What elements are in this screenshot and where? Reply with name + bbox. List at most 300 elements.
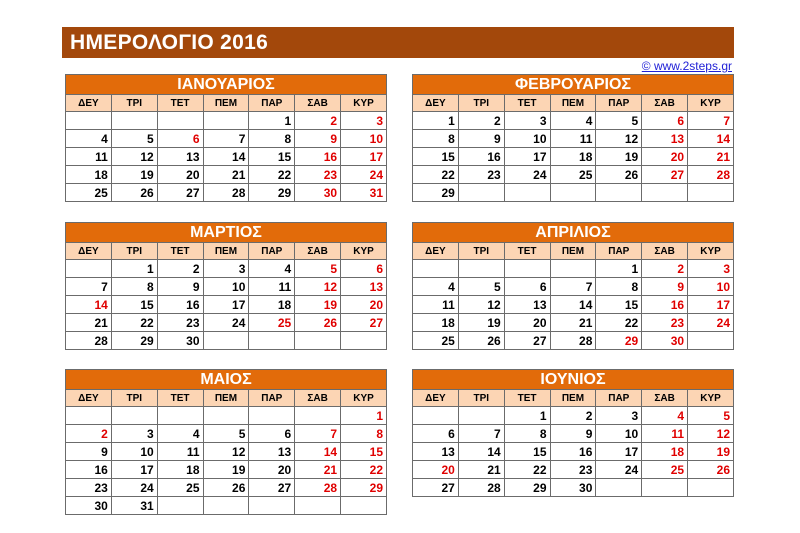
- month-name: ΦΕΒΡΟΥΑΡΙΟΣ: [413, 75, 734, 95]
- day-cell: 6: [249, 425, 295, 443]
- day-cell: [688, 332, 734, 350]
- day-cell: [504, 184, 550, 202]
- day-cell: 27: [504, 332, 550, 350]
- day-cell: 16: [458, 148, 504, 166]
- week-row: [66, 184, 387, 202]
- site-link[interactable]: © www.2steps.gr: [641, 59, 732, 73]
- day-cell: 10: [111, 443, 157, 461]
- weekday-header: ΣΑΒ: [642, 243, 688, 260]
- day-cell: 28: [688, 166, 734, 184]
- page-title: ΗΜΕΡΟΛΟΓΙΟ 2016: [62, 27, 734, 58]
- weekday-header: ΔΕΥ: [66, 243, 112, 260]
- day-cell: 22: [596, 314, 642, 332]
- weekday-header: ΤΕΤ: [504, 390, 550, 407]
- day-cell: [295, 407, 341, 425]
- weekday-header: ΚΥΡ: [688, 390, 734, 407]
- day-cell: 17: [596, 443, 642, 461]
- day-cell: 12: [111, 148, 157, 166]
- day-cell: 22: [341, 461, 387, 479]
- day-cell: 1: [413, 112, 459, 130]
- day-cell: 8: [596, 278, 642, 296]
- day-cell: 30: [157, 332, 203, 350]
- week-row: [413, 443, 734, 461]
- day-cell: 3: [203, 260, 249, 278]
- day-cell: 25: [413, 332, 459, 350]
- day-cell: 21: [688, 148, 734, 166]
- week-row: [66, 407, 387, 425]
- day-cell: [596, 184, 642, 202]
- day-cell: 15: [249, 148, 295, 166]
- weekday-header: ΤΡΙ: [111, 95, 157, 112]
- weekday-header: ΚΥΡ: [341, 390, 387, 407]
- weekday-header: ΤΡΙ: [458, 390, 504, 407]
- day-cell: 29: [111, 332, 157, 350]
- day-cell: 9: [295, 130, 341, 148]
- day-cell: 13: [642, 130, 688, 148]
- day-cell: 19: [111, 166, 157, 184]
- day-cell: 1: [111, 260, 157, 278]
- week-row: [413, 166, 734, 184]
- month-table: [65, 74, 387, 202]
- day-cell: [66, 112, 112, 130]
- day-cell: [203, 332, 249, 350]
- day-cell: 20: [157, 166, 203, 184]
- day-cell: [458, 184, 504, 202]
- day-cell: 27: [341, 314, 387, 332]
- day-cell: 21: [295, 461, 341, 479]
- day-cell: 23: [66, 479, 112, 497]
- day-cell: 15: [413, 148, 459, 166]
- day-cell: 5: [458, 278, 504, 296]
- weekday-header: ΚΥΡ: [688, 95, 734, 112]
- day-cell: 8: [504, 425, 550, 443]
- day-cell: 27: [413, 479, 459, 497]
- week-row: [413, 332, 734, 350]
- day-cell: 10: [504, 130, 550, 148]
- day-cell: 31: [341, 184, 387, 202]
- week-row: [413, 184, 734, 202]
- day-cell: 22: [111, 314, 157, 332]
- day-cell: 17: [504, 148, 550, 166]
- day-cell: 16: [550, 443, 596, 461]
- weekday-header: ΠΑΡ: [596, 243, 642, 260]
- day-cell: [203, 407, 249, 425]
- day-cell: [111, 112, 157, 130]
- day-cell: 12: [203, 443, 249, 461]
- day-cell: 21: [203, 166, 249, 184]
- day-cell: 5: [111, 130, 157, 148]
- day-cell: 20: [249, 461, 295, 479]
- day-cell: 8: [413, 130, 459, 148]
- day-cell: 31: [111, 497, 157, 515]
- day-cell: 19: [203, 461, 249, 479]
- day-cell: 23: [642, 314, 688, 332]
- weekday-header: ΠΑΡ: [596, 390, 642, 407]
- day-cell: [550, 260, 596, 278]
- week-row: [66, 314, 387, 332]
- day-cell: 24: [596, 461, 642, 479]
- day-cell: 13: [413, 443, 459, 461]
- day-cell: 24: [203, 314, 249, 332]
- day-cell: [157, 407, 203, 425]
- day-cell: 27: [157, 184, 203, 202]
- day-cell: [111, 407, 157, 425]
- day-cell: 13: [341, 278, 387, 296]
- day-cell: 30: [550, 479, 596, 497]
- day-cell: 19: [458, 314, 504, 332]
- day-cell: 26: [295, 314, 341, 332]
- day-cell: 29: [249, 184, 295, 202]
- day-cell: 5: [688, 407, 734, 425]
- day-cell: 15: [504, 443, 550, 461]
- day-cell: 2: [458, 112, 504, 130]
- day-cell: [550, 184, 596, 202]
- day-cell: 11: [249, 278, 295, 296]
- day-cell: 23: [458, 166, 504, 184]
- day-cell: [157, 112, 203, 130]
- week-row: [66, 260, 387, 278]
- day-cell: 25: [157, 479, 203, 497]
- day-cell: 26: [458, 332, 504, 350]
- weekday-header: ΤΡΙ: [458, 243, 504, 260]
- day-cell: [295, 332, 341, 350]
- month-name: ΙΑΝΟΥΑΡΙΟΣ: [66, 75, 387, 95]
- day-cell: 11: [642, 425, 688, 443]
- day-cell: 24: [341, 166, 387, 184]
- day-cell: 2: [295, 112, 341, 130]
- day-cell: 6: [341, 260, 387, 278]
- day-cell: 11: [550, 130, 596, 148]
- weekday-header: ΤΕΤ: [157, 95, 203, 112]
- week-row: [413, 479, 734, 497]
- week-row: [413, 130, 734, 148]
- day-cell: [413, 260, 459, 278]
- day-cell: 28: [458, 479, 504, 497]
- day-cell: 26: [596, 166, 642, 184]
- day-cell: 30: [295, 184, 341, 202]
- weekday-header: ΚΥΡ: [341, 95, 387, 112]
- day-cell: 2: [66, 425, 112, 443]
- day-cell: 10: [203, 278, 249, 296]
- weekday-header: ΠΑΡ: [249, 95, 295, 112]
- day-cell: 24: [688, 314, 734, 332]
- day-cell: [249, 332, 295, 350]
- day-cell: 14: [688, 130, 734, 148]
- weekday-header: ΤΡΙ: [111, 390, 157, 407]
- day-cell: [249, 497, 295, 515]
- week-row: [66, 296, 387, 314]
- weekday-header: ΔΕΥ: [66, 95, 112, 112]
- day-cell: 23: [295, 166, 341, 184]
- day-cell: 22: [504, 461, 550, 479]
- day-cell: 16: [66, 461, 112, 479]
- day-cell: 13: [249, 443, 295, 461]
- week-row: [66, 425, 387, 443]
- day-cell: 4: [249, 260, 295, 278]
- day-cell: 4: [157, 425, 203, 443]
- day-cell: 26: [688, 461, 734, 479]
- day-cell: 19: [688, 443, 734, 461]
- week-row: [413, 296, 734, 314]
- day-cell: 20: [504, 314, 550, 332]
- week-row: [66, 148, 387, 166]
- week-row: [66, 443, 387, 461]
- day-cell: 19: [295, 296, 341, 314]
- day-cell: 18: [413, 314, 459, 332]
- day-cell: 14: [295, 443, 341, 461]
- day-cell: 12: [295, 278, 341, 296]
- day-cell: [596, 479, 642, 497]
- day-cell: 17: [111, 461, 157, 479]
- day-cell: 29: [504, 479, 550, 497]
- day-cell: 8: [111, 278, 157, 296]
- day-cell: 4: [642, 407, 688, 425]
- day-cell: 6: [413, 425, 459, 443]
- weekday-header: ΣΑΒ: [642, 95, 688, 112]
- weekday-header: ΠΕΜ: [203, 390, 249, 407]
- day-cell: [66, 407, 112, 425]
- day-cell: [203, 497, 249, 515]
- day-cell: 3: [596, 407, 642, 425]
- day-cell: 26: [203, 479, 249, 497]
- day-cell: 29: [341, 479, 387, 497]
- month-name: ΙΟΥΝΙΟΣ: [413, 370, 734, 390]
- week-row: [413, 461, 734, 479]
- day-cell: 5: [295, 260, 341, 278]
- day-cell: 10: [688, 278, 734, 296]
- day-cell: 18: [66, 166, 112, 184]
- day-cell: 27: [249, 479, 295, 497]
- day-cell: 13: [504, 296, 550, 314]
- day-cell: 14: [203, 148, 249, 166]
- day-cell: 11: [413, 296, 459, 314]
- weekday-header: ΠΑΡ: [249, 390, 295, 407]
- weekday-header: ΔΕΥ: [413, 390, 459, 407]
- day-cell: 16: [157, 296, 203, 314]
- day-cell: 29: [413, 184, 459, 202]
- weekday-header: ΠΕΜ: [550, 95, 596, 112]
- day-cell: 1: [249, 112, 295, 130]
- month-table: [65, 369, 387, 515]
- day-cell: 14: [66, 296, 112, 314]
- day-cell: [504, 260, 550, 278]
- day-cell: 30: [642, 332, 688, 350]
- day-cell: [203, 112, 249, 130]
- day-cell: 1: [341, 407, 387, 425]
- month-table: [412, 369, 734, 497]
- day-cell: 7: [458, 425, 504, 443]
- day-cell: 12: [458, 296, 504, 314]
- day-cell: 20: [341, 296, 387, 314]
- week-row: [413, 260, 734, 278]
- day-cell: [295, 497, 341, 515]
- day-cell: [413, 407, 459, 425]
- day-cell: [66, 260, 112, 278]
- day-cell: 25: [249, 314, 295, 332]
- day-cell: 22: [249, 166, 295, 184]
- day-cell: 7: [203, 130, 249, 148]
- week-row: [66, 332, 387, 350]
- day-cell: [688, 479, 734, 497]
- day-cell: 18: [157, 461, 203, 479]
- weekday-header: ΣΑΒ: [642, 390, 688, 407]
- day-cell: [458, 260, 504, 278]
- day-cell: 6: [157, 130, 203, 148]
- week-row: [413, 112, 734, 130]
- day-cell: 28: [295, 479, 341, 497]
- day-cell: 16: [642, 296, 688, 314]
- day-cell: 24: [504, 166, 550, 184]
- day-cell: 4: [550, 112, 596, 130]
- day-cell: 17: [688, 296, 734, 314]
- month-table: [65, 222, 387, 350]
- weekday-header: ΠΕΜ: [550, 243, 596, 260]
- weekday-header: ΤΡΙ: [458, 95, 504, 112]
- day-cell: 7: [66, 278, 112, 296]
- day-cell: 18: [249, 296, 295, 314]
- weekday-header: ΚΥΡ: [688, 243, 734, 260]
- day-cell: [157, 497, 203, 515]
- day-cell: 25: [550, 166, 596, 184]
- month-name: ΜΑΙΟΣ: [66, 370, 387, 390]
- day-cell: 21: [550, 314, 596, 332]
- day-cell: 26: [111, 184, 157, 202]
- day-cell: 1: [504, 407, 550, 425]
- day-cell: 18: [550, 148, 596, 166]
- day-cell: 1: [596, 260, 642, 278]
- weekday-header: ΠΑΡ: [249, 243, 295, 260]
- day-cell: 15: [111, 296, 157, 314]
- day-cell: 21: [66, 314, 112, 332]
- day-cell: 15: [596, 296, 642, 314]
- weekday-header: ΠΕΜ: [203, 243, 249, 260]
- day-cell: 16: [295, 148, 341, 166]
- day-cell: 12: [596, 130, 642, 148]
- weekday-header: ΣΑΒ: [295, 243, 341, 260]
- day-cell: 2: [157, 260, 203, 278]
- month-table: [412, 222, 734, 350]
- week-row: [413, 148, 734, 166]
- day-cell: 13: [157, 148, 203, 166]
- day-cell: [341, 497, 387, 515]
- day-cell: 10: [596, 425, 642, 443]
- day-cell: [688, 184, 734, 202]
- day-cell: 15: [341, 443, 387, 461]
- day-cell: 21: [458, 461, 504, 479]
- day-cell: 17: [203, 296, 249, 314]
- week-row: [66, 278, 387, 296]
- day-cell: 3: [111, 425, 157, 443]
- day-cell: 3: [341, 112, 387, 130]
- day-cell: 9: [157, 278, 203, 296]
- day-cell: 27: [642, 166, 688, 184]
- day-cell: 9: [66, 443, 112, 461]
- day-cell: 9: [642, 278, 688, 296]
- week-row: [413, 314, 734, 332]
- day-cell: 4: [66, 130, 112, 148]
- week-row: [413, 425, 734, 443]
- weekday-header: ΣΑΒ: [295, 390, 341, 407]
- day-cell: 3: [688, 260, 734, 278]
- day-cell: 14: [550, 296, 596, 314]
- weekday-header: ΤΡΙ: [111, 243, 157, 260]
- day-cell: [249, 407, 295, 425]
- day-cell: 18: [642, 443, 688, 461]
- week-row: [66, 479, 387, 497]
- weekday-header: ΔΕΥ: [413, 95, 459, 112]
- day-cell: 5: [596, 112, 642, 130]
- day-cell: 14: [458, 443, 504, 461]
- weekday-header: ΤΕΤ: [504, 243, 550, 260]
- weekday-header: ΔΕΥ: [66, 390, 112, 407]
- day-cell: 4: [413, 278, 459, 296]
- day-cell: 7: [295, 425, 341, 443]
- day-cell: 28: [550, 332, 596, 350]
- day-cell: [458, 407, 504, 425]
- day-cell: 2: [550, 407, 596, 425]
- day-cell: [642, 479, 688, 497]
- day-cell: 28: [203, 184, 249, 202]
- week-row: [66, 130, 387, 148]
- day-cell: 20: [642, 148, 688, 166]
- month-name: ΜΑΡΤΙΟΣ: [66, 223, 387, 243]
- week-row: [66, 166, 387, 184]
- day-cell: 7: [550, 278, 596, 296]
- day-cell: 8: [249, 130, 295, 148]
- week-row: [66, 112, 387, 130]
- day-cell: 6: [642, 112, 688, 130]
- weekday-header: ΣΑΒ: [295, 95, 341, 112]
- day-cell: 6: [504, 278, 550, 296]
- weekday-header: ΤΕΤ: [157, 243, 203, 260]
- day-cell: 17: [341, 148, 387, 166]
- day-cell: [341, 332, 387, 350]
- month-table: [412, 74, 734, 202]
- day-cell: 8: [341, 425, 387, 443]
- day-cell: 25: [66, 184, 112, 202]
- day-cell: 19: [596, 148, 642, 166]
- day-cell: 2: [642, 260, 688, 278]
- day-cell: 29: [596, 332, 642, 350]
- day-cell: 23: [157, 314, 203, 332]
- day-cell: 24: [111, 479, 157, 497]
- day-cell: 20: [413, 461, 459, 479]
- day-cell: 11: [66, 148, 112, 166]
- day-cell: 25: [642, 461, 688, 479]
- day-cell: 5: [203, 425, 249, 443]
- weekday-header: ΠΕΜ: [550, 390, 596, 407]
- week-row: [413, 278, 734, 296]
- day-cell: 9: [550, 425, 596, 443]
- day-cell: [642, 184, 688, 202]
- day-cell: 28: [66, 332, 112, 350]
- day-cell: 7: [688, 112, 734, 130]
- week-row: [66, 461, 387, 479]
- weekday-header: ΤΕΤ: [157, 390, 203, 407]
- weekday-header: ΚΥΡ: [341, 243, 387, 260]
- day-cell: 3: [504, 112, 550, 130]
- week-row: [413, 407, 734, 425]
- day-cell: 30: [66, 497, 112, 515]
- day-cell: 10: [341, 130, 387, 148]
- weekday-header: ΠΑΡ: [596, 95, 642, 112]
- weekday-header: ΤΕΤ: [504, 95, 550, 112]
- day-cell: 11: [157, 443, 203, 461]
- weekday-header: ΔΕΥ: [413, 243, 459, 260]
- day-cell: 9: [458, 130, 504, 148]
- month-name: ΑΠΡΙΛΙΟΣ: [413, 223, 734, 243]
- weekday-header: ΠΕΜ: [203, 95, 249, 112]
